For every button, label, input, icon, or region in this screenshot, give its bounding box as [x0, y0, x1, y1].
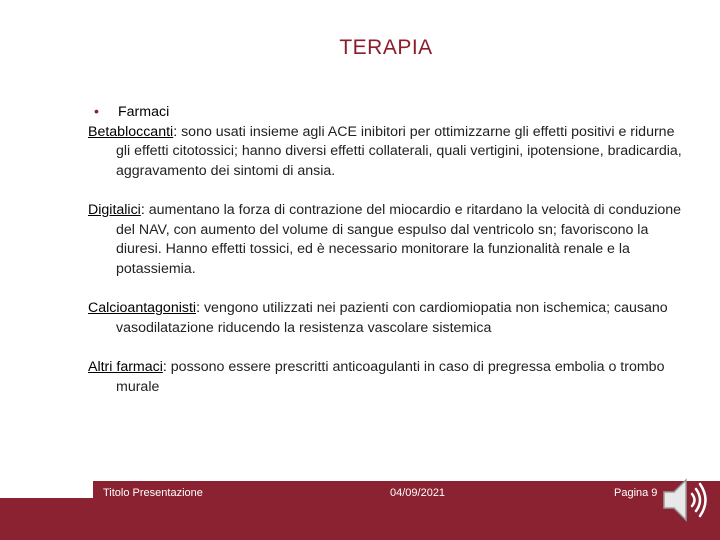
colon: : — [196, 300, 201, 316]
speaker-icon[interactable] — [654, 474, 718, 526]
text-betabloccanti: sono usati insieme agli ACE inibitori per ottimizzarne gli effetti positivi e ridurne gli effetti citotossici; hanno diversi effetti collaterali, quali vertigini, ipotensione, bradicardia, aggravamento dei sintomi di ansia. — [116, 123, 682, 179]
section-digitalici — [88, 201, 688, 279]
bullet-dot: • — [94, 104, 99, 120]
colon: : — [140, 202, 145, 218]
colon: : — [162, 359, 167, 375]
section-altri-farmaci — [88, 358, 688, 397]
term-calcioantagonisti: Calcioantagonisti — [88, 300, 197, 316]
footer-page-number: Pagina 9 — [614, 487, 658, 499]
footer-notch — [0, 481, 93, 498]
text-digitalici: aumentano la forza di contrazione del miocardio e ritardano la velocità di conduzione del NAV, con aumento del volume di sangue espulso dal ventricolo sn; favoriscono la diuresi. Hanno effetti tossici, ed è necessario monitorare la funzionalità renale e la potassiemia. — [116, 202, 682, 277]
term-altri-farmaci: Altri farmaci — [88, 359, 163, 375]
footer-presentation-title: Titolo Presentazione — [103, 487, 203, 499]
text-calcioantagonisti: vengono utilizzati nei pazienti con cardiomiopatia non ischemica; causano vasodilatazione riducendo la resistenza vascolare sistemica — [116, 300, 668, 336]
footer-bar — [0, 481, 720, 540]
slide-content — [88, 103, 688, 417]
bullet-label: Farmaci — [118, 104, 170, 120]
term-betabloccanti: Betabloccanti — [88, 123, 174, 140]
slide-title: TERAPIA — [339, 36, 433, 59]
section-betabloccanti — [88, 123, 688, 182]
term-digitalici: Digitalici — [88, 202, 141, 218]
colon: : — [173, 123, 178, 140]
section-calcioantagonisti — [88, 299, 688, 338]
bullet-farmaci — [88, 103, 688, 123]
footer-date: 04/09/2021 — [390, 487, 446, 499]
text-altri-farmaci: possono essere prescritti anticoagulanti in caso di pregressa embolia o trombo murale — [116, 359, 665, 395]
